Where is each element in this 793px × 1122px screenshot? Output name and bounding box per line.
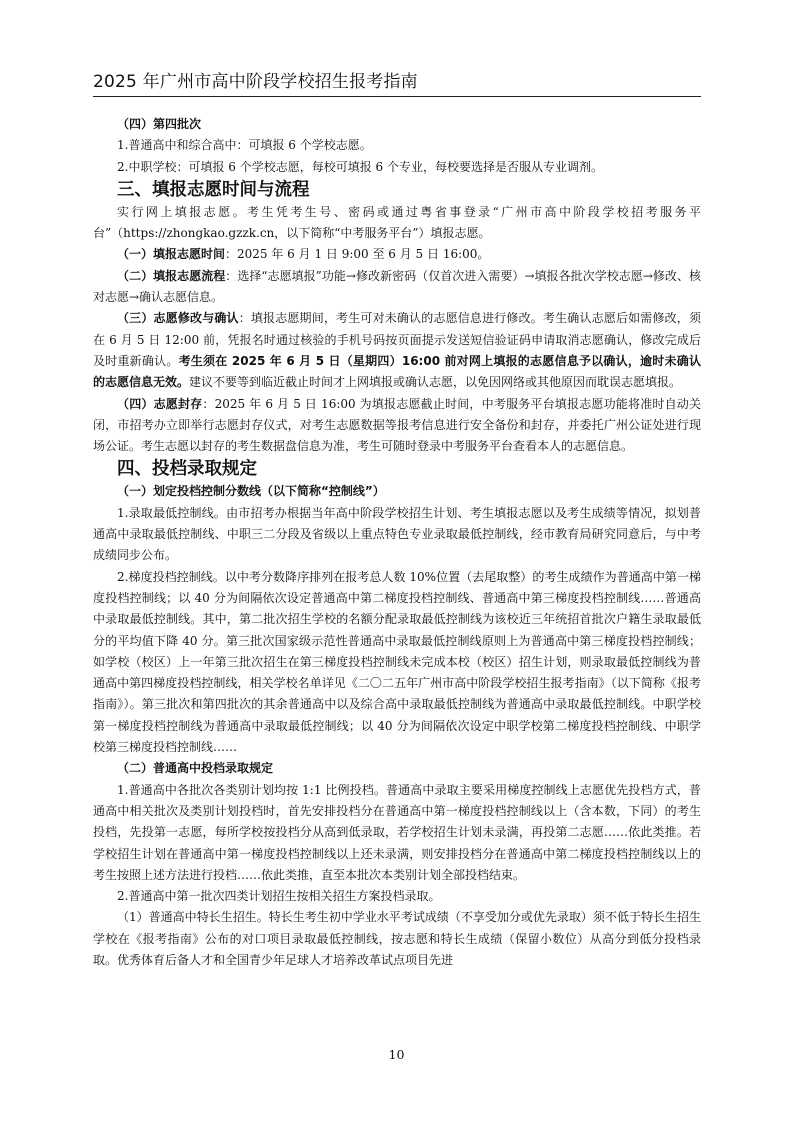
section3-title: 三、填报志愿时间与流程 bbox=[117, 179, 310, 200]
batch4-heading: （四）第四批次 bbox=[117, 117, 202, 131]
section3-fill-process bbox=[93, 266, 701, 309]
section4-paragraph-4: 2.普通高中第一批次四类计划招生按相关招生方案投档录取。 bbox=[117, 889, 441, 904]
section3-fill-time bbox=[93, 244, 701, 265]
section3-modify-confirm bbox=[93, 308, 701, 393]
fill-time-label: （一）填报志愿时间 bbox=[117, 247, 226, 262]
section4-subheading-1: （一）划定投档控制分数线（以下简称“控制线”） bbox=[117, 484, 385, 499]
section4-paragraph-2: 2.梯度投档控制线。以中考分数降序排列在报考总人数 10%位置（去尾取整）的考生成绩作为普通高中第一梯度投档控制线；以 40 分为间隔依次设定普通高中第二梯度投档控制线、普通高中第三梯度投档控制线……普通高中录取最低控制线。其中，第二批次招生学校的名额分配录取最低控制线为该校近三年统招首批次户籍生录取最低分的平均值下降 40 分。第三批次国家级示范性普通高中录取最低控制线原则上为普通高中第三梯度投档控制线；如学校（校区）上一年第三批次招生在第三梯度投档控制线未完成本校（校区）招生计划，则录取最低控制线为普通高中第四梯度投档控制线，相关学校名单详见《二〇二五年广州市高中阶段学校招生报考指南》（以下简称《报考指南》）。第三批次和第四批次的其余普通高中以及综合高中录取最低控制线为普通高中录取最低控制线。中职学校第一梯度投档控制线为普通高中录取最低控制线；以 40 分为间隔依次设定中职学校第二梯度投档控制线、中职学校第三梯度投档控制线…… bbox=[93, 569, 701, 755]
page-content bbox=[93, 114, 701, 971]
section3-seal bbox=[93, 394, 701, 458]
batch4-item-1: 1.普通高中和综合高中：可填报 6 个学校志愿。 bbox=[117, 138, 372, 153]
section3-intro: 实行网上填报志愿。考生凭考生号、密码或通过粤省事登录“广州市高中阶段学校招考服务平台”（https://zhongkao.gzzk.cn，以下简称“中考服务平台”）填报志愿。 bbox=[93, 204, 701, 241]
page-header-title: 2025 年广州市高中阶段学校招生报考指南 bbox=[93, 72, 418, 92]
section4-paragraph-1: 1.录取最低控制线。由市招考办根据当年高中阶段学校招生计划、考生填报志愿以及考生成绩等情况，拟划普通高中录取最低控制线、中职三二分段及省级以上重点特色专业录取最低控制线，经市教育局研究同意后，与中考成绩同步公布。 bbox=[93, 505, 701, 563]
batch4-item-2: 2.中职学校：可填报 6 个学校志愿，每校可填报 6 个专业，每校要选择是否服从专业调剂。 bbox=[117, 159, 603, 174]
page-number: 10 bbox=[388, 1047, 405, 1062]
section4-paragraph-3: 1.普通高中各批次各类别计划均按 1:1 比例投档。普通高中录取主要采用梯度控制线上志愿优先投档方式，普通高中相关批次及类别计划投档时，首先安排投档分在普通高中第一梯度投档控制线以上（含本数，下同）的考生投档，先投第一志愿，每所学校按投档分从高到低录取，若学校招生计划未录满，再投第二志愿……依此类推。若学校招生计划在普通高中第一梯度投档控制线以上还未录满，则安排投档分在普通高中第二梯度投档控制线以上的考生按照上述方法进行投档……依此类推，直至本批次本类别计划全部投档结束。 bbox=[93, 782, 701, 882]
modify-confirm-advice: 建议不要等到临近截止时间才上网填报或确认志愿，以免因网络或其他原因而耽误志愿填报。 bbox=[189, 375, 682, 390]
fill-process-label: （二）填报志愿流程 bbox=[117, 268, 226, 283]
modify-confirm-deadline: 考生须在 2025 年 6 月 5 日（星期四）16:00 前对网上填报的志愿信息予以确认，逾时未确认的志愿信息无效。 bbox=[93, 353, 701, 390]
header-divider bbox=[93, 96, 701, 97]
fill-process-text: ：选择“志愿填报”功能→修改新密码（仅首次进入需要）→填报各批次学校志愿→修改、核对志愿→确认志愿信息。 bbox=[93, 268, 701, 305]
fill-time-text: ：2025 年 6 月 1 日 9:00 至 6 月 5 日 16:00。 bbox=[225, 247, 490, 262]
section4-title: 四、投档录取规定 bbox=[117, 459, 257, 480]
section4-subheading-2: （二）普通高中投档录取规定 bbox=[117, 761, 274, 776]
seal-text: ：2025 年 6 月 5 日 16:00 为填报志愿截止时间，中考服务平台填报志愿功能将准时自动关闭，市招考办立即举行志愿封存仪式，对考生志愿数据等报考信息进行安全备份和封存，并委托广州公证处进行现场公证。考生志愿以封存的考生数据盘信息为准，考生可随时登录中考服务平台查看本人的志愿信息。 bbox=[93, 396, 701, 454]
seal-label: （四）志愿封存 bbox=[117, 396, 203, 411]
modify-confirm-label: （三）志愿修改与确认 bbox=[117, 311, 239, 326]
section4-paragraph-5: （1）普通高中特长生招生。特长生考生初中学业水平考试成绩（不享受加分或优先录取）须不低于特长生招生学校在《报考指南》公布的对口项目录取最低控制线，按志愿和特长生成绩（保留小数位）从高分到低分投档录取。优秀体育后备人才和全国青少年足球人才培养改革试点项目先进 bbox=[93, 910, 701, 967]
modify-confirm-text: ：填报志愿期间，考生可对未确认的志愿信息进行修改。考生确认志愿后如需修改，须在 6 月 5 日 12:00 前，凭报名时通过核验的手机号码按页面提示发送短信验证码申请取消志愿确认，修改完成后及时重新确认。 bbox=[93, 311, 701, 368]
